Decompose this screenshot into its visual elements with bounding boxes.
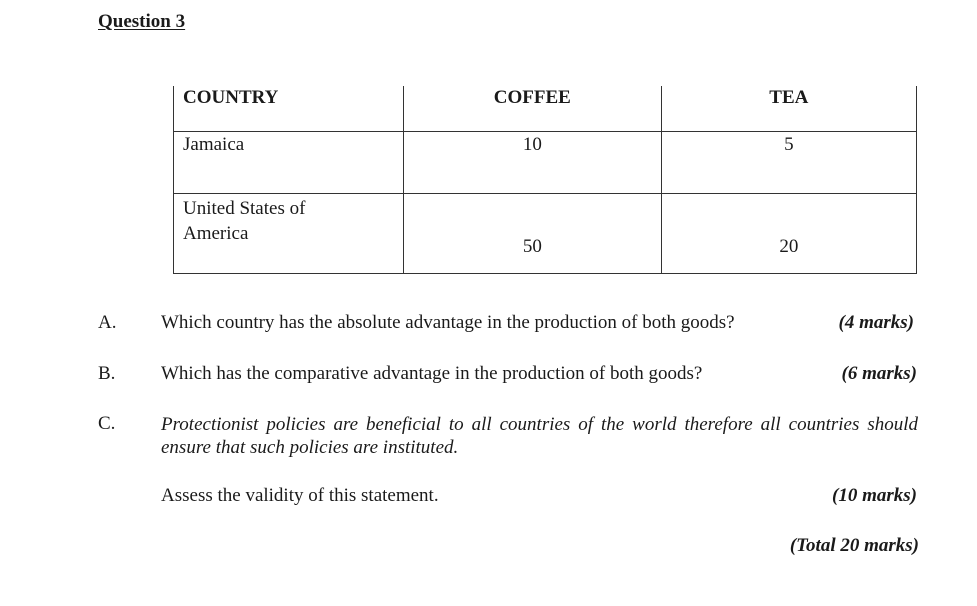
total-marks: (Total 20 marks) xyxy=(789,535,919,556)
question-a-marks: (4 marks) xyxy=(838,312,914,333)
cell-tea: 20 xyxy=(661,194,916,274)
question-a-text: Which country has the absolute advantage in the production of both goods? xyxy=(161,312,735,333)
header-country: COUNTRY xyxy=(174,86,404,132)
header-tea: TEA xyxy=(661,86,916,132)
question-a-letter: A. xyxy=(98,312,117,333)
question-c-statement: Protectionist policies are beneficial to all countries of the world therefore all countries should ensure that such policies are instituted. xyxy=(161,414,918,458)
question-title: Question 3 xyxy=(98,11,186,32)
production-table xyxy=(173,86,917,274)
table-row xyxy=(174,132,917,194)
header-coffee: COFFEE xyxy=(404,86,662,132)
cell-country-line1: United States of xyxy=(183,198,306,219)
table-row xyxy=(174,194,917,274)
table-header-row xyxy=(174,86,917,132)
cell-tea: 5 xyxy=(661,132,916,194)
question-b-marks: (6 marks) xyxy=(841,363,917,384)
question-c-text: Assess the validity of this statement. xyxy=(161,485,439,506)
question-b-letter: B. xyxy=(98,363,116,384)
cell-country-line2: America xyxy=(183,223,249,244)
question-b-text: Which has the comparative advantage in the production of both goods? xyxy=(161,363,703,384)
cell-coffee: 50 xyxy=(404,194,662,274)
cell-coffee: 10 xyxy=(404,132,662,194)
question-c-letter: C. xyxy=(98,413,116,434)
cell-country: Jamaica xyxy=(174,132,404,194)
cell-country xyxy=(174,194,404,274)
question-c-marks: (10 marks) xyxy=(832,485,917,506)
